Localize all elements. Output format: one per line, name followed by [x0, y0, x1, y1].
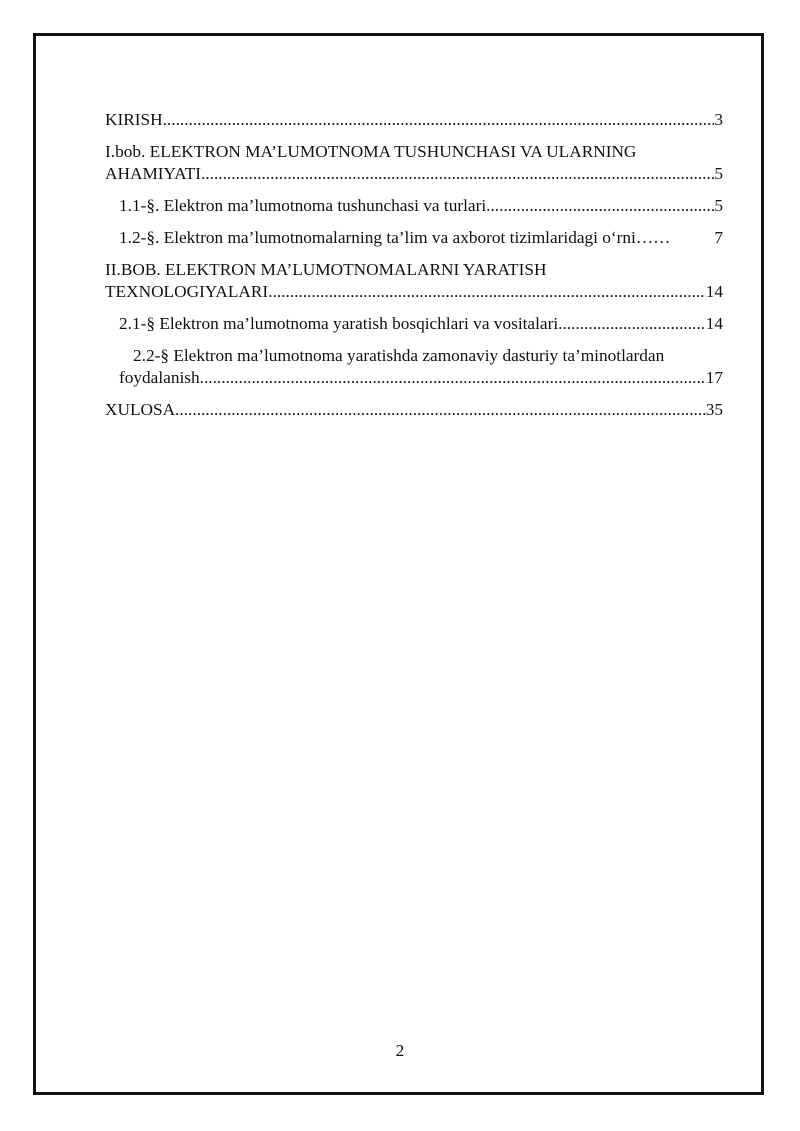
- toc-title-line2: foydalanish: [119, 368, 200, 387]
- toc-page-number: 3: [714, 110, 723, 129]
- toc-title: 1.2-§. Elektron ma’lumotnomalarning ta’lim va axborot tizimlaridagi o‘rni: [119, 228, 636, 247]
- toc-title: XULOSA: [105, 400, 176, 419]
- toc-title-line1: II.BOB. ELEKTRON MA’LUMOTNOMALARNI YARATISH: [105, 260, 547, 279]
- toc-title: 2.1-§ Elektron ma’lumotnoma yaratish bosqichlari va vositalari: [119, 314, 559, 333]
- dot-leader: [201, 163, 714, 185]
- toc-title: KIRISH: [105, 110, 163, 129]
- toc-page-number: 14: [705, 282, 723, 301]
- toc-entry-xulosa[interactable]: [105, 399, 723, 421]
- toc-title-line2: TEXNOLOGIYALARI: [105, 282, 269, 301]
- toc-entry-bob1[interactable]: [105, 141, 723, 185]
- toc-page-number: 17: [705, 368, 723, 387]
- dot-leader: [558, 313, 706, 335]
- toc-entry-kirish[interactable]: [105, 109, 723, 131]
- dot-leader: [268, 281, 706, 303]
- dot-leader: [486, 195, 714, 217]
- table-of-contents: [105, 109, 723, 431]
- footer-page-number: 2: [395, 1041, 405, 1060]
- toc-page-number: 14: [705, 314, 723, 333]
- dot-leader: [175, 399, 706, 421]
- toc-entry-bob2[interactable]: [105, 259, 723, 303]
- toc-title-line2: AHAMIYATI: [105, 164, 201, 183]
- toc-page-number: 5: [714, 196, 723, 215]
- toc-entry-section-2-1[interactable]: [105, 313, 723, 335]
- toc-entry-section-2-2[interactable]: [105, 345, 723, 389]
- toc-page-number: 35: [705, 400, 723, 419]
- toc-entry-section-1-2[interactable]: [105, 227, 723, 249]
- toc-page-number: 7: [714, 228, 723, 247]
- toc-entry-section-1-1[interactable]: [105, 195, 723, 217]
- toc-title-line1: I.bob. ELEKTRON MA’LUMOTNOMA TUSHUNCHASI VA ULARNING: [105, 142, 637, 161]
- toc-page-number: 5: [714, 164, 723, 183]
- toc-title: 1.1-§. Elektron ma’lumotnoma tushunchasi va turlari: [119, 196, 487, 215]
- ellipsis-leader: ……: [635, 228, 671, 247]
- dot-leader: [200, 367, 706, 389]
- toc-title-line1: 2.2-§ Elektron ma’lumotnoma yaratishda zamonaviy dasturiy ta’minotlardan: [133, 346, 665, 365]
- dot-leader: [163, 109, 715, 131]
